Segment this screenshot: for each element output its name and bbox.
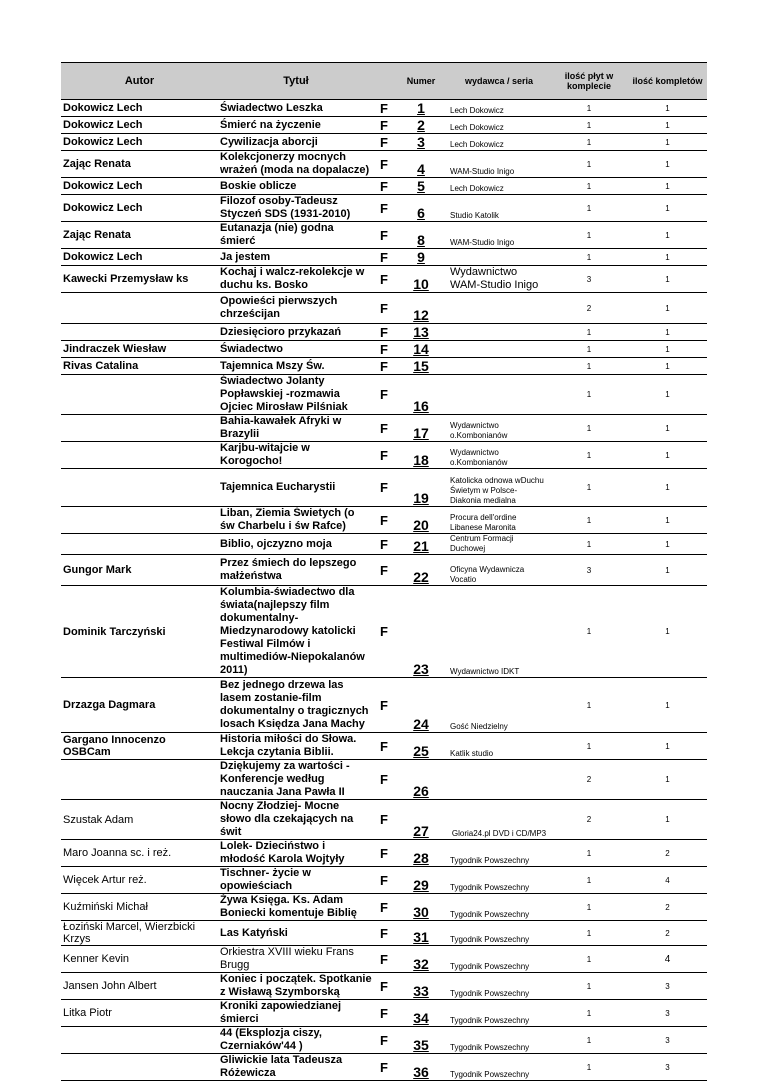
table-row (61, 358, 707, 375)
wydawca-cell (448, 324, 550, 341)
plyt-cell: 1 (550, 1027, 628, 1054)
numer-cell: 22 (394, 555, 448, 586)
autor-cell: Dokowicz Lech (61, 100, 218, 117)
format-cell: F (374, 534, 394, 555)
tytul-cell: Nocny Złodziej- Mocne słowo dla czekających na świt (218, 800, 374, 840)
plyt-cell: 1 (550, 100, 628, 117)
plyt-cell: 1 (550, 1054, 628, 1081)
table-row (61, 678, 707, 733)
format-cell: F (374, 178, 394, 195)
tytul-cell: Boskie oblicze (218, 178, 374, 195)
plyt-cell: 1 (550, 733, 628, 760)
plyt-cell: 1 (550, 534, 628, 555)
format-cell: F (374, 921, 394, 946)
table-row (61, 195, 707, 222)
table-row (61, 134, 707, 151)
wydawca-cell: Lech Dokowicz (448, 178, 550, 195)
autor-cell (61, 469, 218, 507)
autor-cell: Zając Renata (61, 151, 218, 178)
kompletow-cell: 1 (628, 324, 707, 341)
table-row (61, 507, 707, 534)
wydawca-cell: Lech Dokowicz (448, 100, 550, 117)
format-cell: F (374, 341, 394, 358)
numer-cell: 24 (394, 678, 448, 733)
wydawca-cell: Tygodnik Powszechny (448, 1054, 550, 1081)
format-cell: F (374, 760, 394, 800)
autor-cell (61, 324, 218, 341)
wydawca-cell: Katlik studio (448, 733, 550, 760)
tytul-cell: Las Katyński (218, 921, 374, 946)
numer-cell: 36 (394, 1054, 448, 1081)
kompletow-cell: 1 (628, 507, 707, 534)
table-row (61, 586, 707, 678)
numer-cell: 18 (394, 442, 448, 469)
numer-cell: 34 (394, 1000, 448, 1027)
tytul-cell: Opowieści pierwszych chrześcijan (218, 293, 374, 324)
tytul-cell: Świadectwo Leszka (218, 100, 374, 117)
table-row (61, 117, 707, 134)
autor-cell: Jansen John Albert (61, 973, 218, 1000)
format-cell: F (374, 134, 394, 151)
format-cell: F (374, 442, 394, 469)
format-cell: F (374, 100, 394, 117)
wydawca-cell (448, 375, 550, 415)
wydawca-cell: Wydawnictwo IDKT (448, 586, 550, 678)
numer-cell: 26 (394, 760, 448, 800)
plyt-cell: 1 (550, 195, 628, 222)
plyt-cell: 3 (550, 555, 628, 586)
table-row (61, 555, 707, 586)
tytul-cell: Świadectwo Jolanty Popławskiej -rozmawia Ojciec Mirosław Pilśniak (218, 375, 374, 415)
plyt-cell: 1 (550, 442, 628, 469)
numer-cell: 23 (394, 586, 448, 678)
table-row (61, 1027, 707, 1054)
kompletow-cell: 2 (628, 894, 707, 921)
numer-cell: 33 (394, 973, 448, 1000)
autor-cell: Dokowicz Lech (61, 117, 218, 134)
plyt-cell: 1 (550, 117, 628, 134)
wydawca-cell: Oficyna Wydawnicza Vocatio (448, 555, 550, 586)
table-row (61, 973, 707, 1000)
format-cell: F (374, 894, 394, 921)
format-cell: F (374, 507, 394, 534)
format-cell: F (374, 195, 394, 222)
format-cell: F (374, 117, 394, 134)
kompletow-cell: 1 (628, 222, 707, 249)
tytul-cell: Tajemnica Eucharystii (218, 469, 374, 507)
plyt-cell: 1 (550, 469, 628, 507)
format-cell: F (374, 1054, 394, 1081)
table-row (61, 469, 707, 507)
kompletow-cell: 3 (628, 1027, 707, 1054)
numer-cell: 9 (394, 249, 448, 266)
plyt-cell: 1 (550, 222, 628, 249)
wydawca-cell: Tygodnik Powszechny (448, 867, 550, 894)
kompletow-cell: 1 (628, 733, 707, 760)
wydawca-cell (448, 358, 550, 375)
plyt-cell: 2 (550, 293, 628, 324)
numer-cell: 21 (394, 534, 448, 555)
table-row (61, 151, 707, 178)
plyt-cell: 1 (550, 840, 628, 867)
tytul-cell: Cywilizacja aborcji (218, 134, 374, 151)
tytul-cell: Orkiestra XVIII wieku Frans Brugg (218, 946, 374, 973)
autor-cell (61, 1027, 218, 1054)
table-row (61, 867, 707, 894)
kompletow-cell: 1 (628, 249, 707, 266)
numer-cell: 8 (394, 222, 448, 249)
numer-cell: 10 (394, 266, 448, 293)
wydawca-cell: Tygodnik Powszechny (448, 1000, 550, 1027)
autor-cell: Dokowicz Lech (61, 134, 218, 151)
autor-cell: Dokowicz Lech (61, 195, 218, 222)
wydawca-cell: Tygodnik Powszechny (448, 946, 550, 973)
tytul-cell: Liban, Ziemia Świetych (o św Charbelu i św Rafce) (218, 507, 374, 534)
format-cell: F (374, 324, 394, 341)
tytul-cell: Ja jestem (218, 249, 374, 266)
table-row (61, 375, 707, 415)
tytul-cell: Biblio, ojczyzno moja (218, 534, 374, 555)
kompletow-cell: 1 (628, 469, 707, 507)
wydawca-cell: Wydawnictwo WAM-Studio Inigo (448, 266, 550, 293)
wydawca-cell (448, 760, 550, 800)
kompletow-cell: 1 (628, 375, 707, 415)
format-cell: F (374, 375, 394, 415)
format-cell: F (374, 678, 394, 733)
tytul-cell: Tajemnica Mszy Św. (218, 358, 374, 375)
plyt-cell: 1 (550, 151, 628, 178)
table-row (61, 100, 707, 117)
plyt-cell: 1 (550, 867, 628, 894)
numer-cell: 17 (394, 415, 448, 442)
table-row (61, 324, 707, 341)
kompletow-cell: 4 (628, 867, 707, 894)
autor-cell: Rivas Catalina (61, 358, 218, 375)
autor-cell: Dokowicz Lech (61, 178, 218, 195)
wydawca-cell: Wydawnictwo o.Kombonianów (448, 442, 550, 469)
wydawca-cell: Tygodnik Powszechny (448, 921, 550, 946)
plyt-cell: 1 (550, 921, 628, 946)
numer-cell: 3 (394, 134, 448, 151)
table-row (61, 341, 707, 358)
plyt-cell: 1 (550, 134, 628, 151)
kompletow-cell: 3 (628, 1054, 707, 1081)
tytul-cell: Świadectwo (218, 341, 374, 358)
table-row (61, 733, 707, 760)
tytul-cell: Kochaj i walcz-rekolekcje w duchu ks. Bosko (218, 266, 374, 293)
numer-cell: 35 (394, 1027, 448, 1054)
plyt-cell: 1 (550, 415, 628, 442)
plyt-cell: 1 (550, 586, 628, 678)
tytul-cell: Lolek- Dzieciństwo i młodość Karola Wojtyły (218, 840, 374, 867)
autor-cell: Kenner Kevin (61, 946, 218, 973)
wydawca-cell: Gość Niedzielny (448, 678, 550, 733)
kompletow-cell: 1 (628, 341, 707, 358)
autor-cell: Szustak Adam (61, 800, 218, 840)
plyt-cell: 3 (550, 266, 628, 293)
wydawca-cell (448, 341, 550, 358)
tytul-cell: Filozof osoby-Tadeusz Styczeń SDS (1931-2010) (218, 195, 374, 222)
catalog-table (61, 62, 707, 1081)
wydawca-cell: WAM-Studio Inigo (448, 151, 550, 178)
format-cell: F (374, 1000, 394, 1027)
wydawca-cell (448, 249, 550, 266)
plyt-cell: 1 (550, 324, 628, 341)
numer-cell: 25 (394, 733, 448, 760)
tytul-cell: 44 (Eksplozja ciszy, Czerniaków'44 ) (218, 1027, 374, 1054)
col-header-wydawca: wydawca / seria (448, 63, 550, 100)
format-cell: F (374, 469, 394, 507)
autor-cell: Kuźmiński Michał (61, 894, 218, 921)
numer-cell: 14 (394, 341, 448, 358)
kompletow-cell: 2 (628, 840, 707, 867)
numer-cell: 6 (394, 195, 448, 222)
plyt-cell: 1 (550, 1000, 628, 1027)
autor-cell (61, 1054, 218, 1081)
tytul-cell: Dziękujemy za wartości - Konferencje według nauczania Jana Pawła II (218, 760, 374, 800)
tytul-cell: Dziesięcioro przykazań (218, 324, 374, 341)
numer-cell: 12 (394, 293, 448, 324)
format-cell: F (374, 249, 394, 266)
table-row (61, 442, 707, 469)
table-body (61, 100, 707, 1081)
wydawca-cell: Tygodnik Powszechny (448, 1027, 550, 1054)
col-header-plyt: ilość płyt w komplecie (550, 63, 628, 100)
numer-cell: 27 (394, 800, 448, 840)
format-cell: F (374, 555, 394, 586)
autor-cell (61, 375, 218, 415)
wydawca-cell: Lech Dokowicz (448, 134, 550, 151)
format-cell: F (374, 840, 394, 867)
format-cell: F (374, 733, 394, 760)
table-row (61, 266, 707, 293)
autor-cell (61, 415, 218, 442)
col-header-kompletow: ilość kompletów (628, 63, 707, 100)
autor-cell (61, 442, 218, 469)
table-row (61, 249, 707, 266)
table-row (61, 415, 707, 442)
tytul-cell: Koniec i początek. Spotkanie z Wisławą Szymborską (218, 973, 374, 1000)
autor-cell: Maro Joanna sc. i reż. (61, 840, 218, 867)
wydawca-cell: Gloria24.pl DVD i CD/MP3 (448, 800, 550, 840)
kompletow-cell: 4 (628, 946, 707, 973)
tytul-cell: Tischner- życie w opowieściach (218, 867, 374, 894)
numer-cell: 28 (394, 840, 448, 867)
plyt-cell: 1 (550, 249, 628, 266)
wydawca-cell: Tygodnik Powszechny (448, 840, 550, 867)
kompletow-cell: 2 (628, 921, 707, 946)
kompletow-cell: 1 (628, 100, 707, 117)
table-row (61, 222, 707, 249)
numer-cell: 32 (394, 946, 448, 973)
wydawca-cell: Wydawnictwo o.Kombonianów (448, 415, 550, 442)
kompletow-cell: 1 (628, 195, 707, 222)
kompletow-cell: 1 (628, 586, 707, 678)
numer-cell: 5 (394, 178, 448, 195)
plyt-cell: 1 (550, 341, 628, 358)
wydawca-cell: WAM-Studio Inigo (448, 222, 550, 249)
col-header-f (374, 63, 394, 100)
numer-cell: 1 (394, 100, 448, 117)
numer-cell: 4 (394, 151, 448, 178)
col-header-autor: Autor (61, 63, 218, 100)
numer-cell: 31 (394, 921, 448, 946)
plyt-cell: 1 (550, 375, 628, 415)
plyt-cell: 1 (550, 894, 628, 921)
plyt-cell: 1 (550, 678, 628, 733)
format-cell: F (374, 586, 394, 678)
plyt-cell: 1 (550, 973, 628, 1000)
tytul-cell: Bez jednego drzewa las lasem zostanie-film dokumentalny o tragicznych losach Księdza Jana Machy (218, 678, 374, 733)
format-cell: F (374, 946, 394, 973)
numer-cell: 16 (394, 375, 448, 415)
autor-cell: Litka Piotr (61, 1000, 218, 1027)
table-row (61, 894, 707, 921)
table-row (61, 178, 707, 195)
autor-cell (61, 507, 218, 534)
format-cell: F (374, 266, 394, 293)
autor-cell: Łoziński Marcel, Wierzbicki Krzys (61, 921, 218, 946)
tytul-cell: Karjbu-witajcie w Korogocho! (218, 442, 374, 469)
format-cell: F (374, 222, 394, 249)
autor-cell: Zając Renata (61, 222, 218, 249)
tytul-cell: Kroniki zapowiedzianej śmierci (218, 1000, 374, 1027)
format-cell: F (374, 415, 394, 442)
tytul-cell: Eutanazja (nie) godna śmierć (218, 222, 374, 249)
plyt-cell: 1 (550, 358, 628, 375)
autor-cell: Jindraczek Wiesław (61, 341, 218, 358)
numer-cell: 29 (394, 867, 448, 894)
col-header-numer: Numer (394, 63, 448, 100)
wydawca-cell (448, 293, 550, 324)
tytul-cell: Bahia-kawałek Afryki w Brazylii (218, 415, 374, 442)
autor-cell: Gargano Innocenzo OSBCam (61, 733, 218, 760)
col-header-tytul: Tytuł (218, 63, 374, 100)
wydawca-cell: Tygodnik Powszechny (448, 973, 550, 1000)
wydawca-cell: Katolicka odnowa wDuchu Świetym w Polsce-Diakonia medialna (448, 469, 550, 507)
kompletow-cell: 1 (628, 178, 707, 195)
kompletow-cell: 1 (628, 117, 707, 134)
table-row (61, 534, 707, 555)
wydawca-cell: Lech Dokowicz (448, 117, 550, 134)
kompletow-cell: 1 (628, 266, 707, 293)
wydawca-cell: Tygodnik Powszechny (448, 894, 550, 921)
kompletow-cell: 1 (628, 800, 707, 840)
kompletow-cell: 3 (628, 973, 707, 1000)
table-row (61, 1054, 707, 1081)
autor-cell (61, 760, 218, 800)
plyt-cell: 2 (550, 760, 628, 800)
numer-cell: 20 (394, 507, 448, 534)
table-row (61, 840, 707, 867)
kompletow-cell: 1 (628, 134, 707, 151)
kompletow-cell: 1 (628, 555, 707, 586)
kompletow-cell: 1 (628, 678, 707, 733)
format-cell: F (374, 151, 394, 178)
format-cell: F (374, 800, 394, 840)
format-cell: F (374, 867, 394, 894)
tytul-cell: Przez śmiech do lepszego małżeństwa (218, 555, 374, 586)
plyt-cell: 1 (550, 178, 628, 195)
wydawca-cell: Centrum Formacji Duchowej (448, 534, 550, 555)
autor-cell: Dokowicz Lech (61, 249, 218, 266)
table-row (61, 293, 707, 324)
kompletow-cell: 1 (628, 415, 707, 442)
numer-cell: 19 (394, 469, 448, 507)
autor-cell: Więcek Artur reż. (61, 867, 218, 894)
autor-cell: Kawecki Przemysław ks (61, 266, 218, 293)
numer-cell: 13 (394, 324, 448, 341)
tytul-cell: Gliwickie lata Tadeusza Różewicza (218, 1054, 374, 1081)
wydawca-cell: Procura dell'ordine Libanese Maronita (448, 507, 550, 534)
kompletow-cell: 1 (628, 442, 707, 469)
format-cell: F (374, 1027, 394, 1054)
autor-cell (61, 534, 218, 555)
table-row (61, 1000, 707, 1027)
table-row (61, 946, 707, 973)
autor-cell: Gungor Mark (61, 555, 218, 586)
format-cell: F (374, 358, 394, 375)
header-row (61, 63, 707, 100)
format-cell: F (374, 973, 394, 1000)
autor-cell: Dominik Tarczyński (61, 586, 218, 678)
tytul-cell: Kolekcjonerzy mocnych wrażeń (moda na dopalacze) (218, 151, 374, 178)
tytul-cell: Śmierć na życzenie (218, 117, 374, 134)
plyt-cell: 1 (550, 946, 628, 973)
wydawca-cell: Studio Katolik (448, 195, 550, 222)
kompletow-cell: 1 (628, 358, 707, 375)
numer-cell: 2 (394, 117, 448, 134)
kompletow-cell: 3 (628, 1000, 707, 1027)
plyt-cell: 1 (550, 507, 628, 534)
table-row (61, 760, 707, 800)
table-row (61, 921, 707, 946)
tytul-cell: Żywa Księga. Ks. Adam Boniecki komentuje Biblię (218, 894, 374, 921)
kompletow-cell: 1 (628, 534, 707, 555)
autor-cell (61, 293, 218, 324)
plyt-cell: 2 (550, 800, 628, 840)
numer-cell: 15 (394, 358, 448, 375)
kompletow-cell: 1 (628, 151, 707, 178)
tytul-cell: Kolumbia-świadectwo dla świata(najlepszy film dokumentalny-Miedzynarodowy katolicki Festiwal Filmów i multimediów-Niepokalanów 2011) (218, 586, 374, 678)
tytul-cell: Historia miłości do Słowa. Lekcja czytania Biblii. (218, 733, 374, 760)
kompletow-cell: 1 (628, 760, 707, 800)
kompletow-cell: 1 (628, 293, 707, 324)
autor-cell: Drzazga Dagmara (61, 678, 218, 733)
numer-cell: 30 (394, 894, 448, 921)
table-row (61, 800, 707, 840)
format-cell: F (374, 293, 394, 324)
